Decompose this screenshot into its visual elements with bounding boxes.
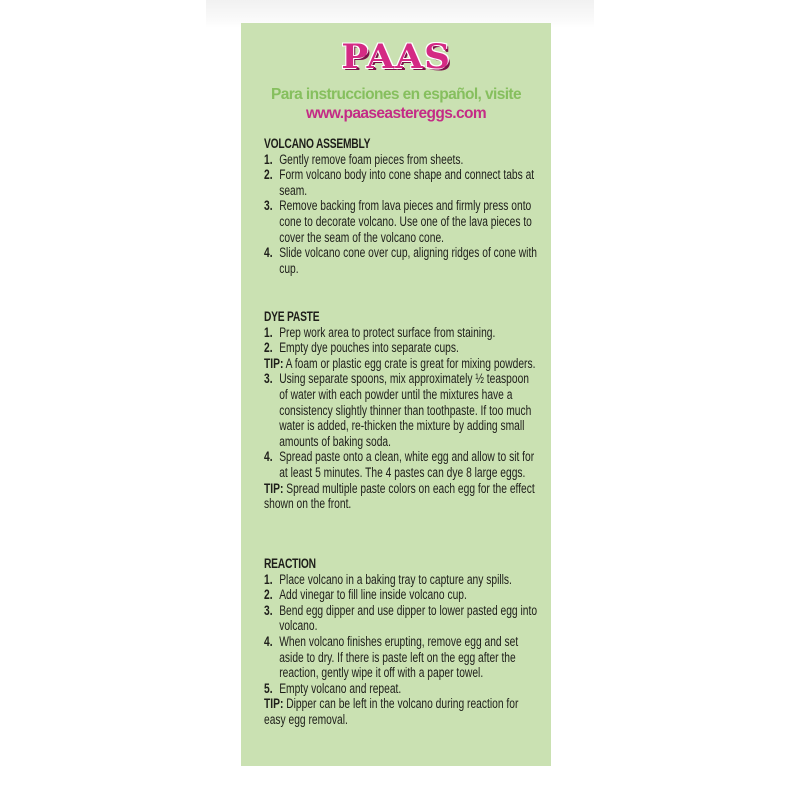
section-reaction <box>264 556 539 728</box>
instruction-step <box>264 340 539 356</box>
step-number: 4. <box>264 449 273 465</box>
step-text: Slide volcano cone over cup, aligning ridges of cone with cup. <box>279 245 538 276</box>
step-text: Spread multiple paste colors on each egg for the effect shown on the front. <box>264 480 535 512</box>
instruction-step <box>264 681 539 697</box>
instruction-step <box>264 572 539 588</box>
step-number: 2. <box>264 167 273 183</box>
step-number: 4. <box>264 633 273 649</box>
section-title: VOLCANO ASSEMBLY <box>264 136 371 151</box>
step-number: 5. <box>264 680 273 696</box>
section-dye-paste <box>264 309 539 512</box>
instruction-step <box>264 167 539 198</box>
instruction-step <box>264 634 539 681</box>
tip-label: TIP: <box>264 355 284 371</box>
section-title: REACTION <box>264 556 316 571</box>
tip <box>264 696 539 727</box>
step-number: 4. <box>264 245 273 261</box>
instruction-step <box>264 449 539 480</box>
instruction-step <box>264 371 539 449</box>
step-text: Gently remove foam pieces from sheets. <box>279 151 464 167</box>
step-text: When volcano finishes erupting, remove egg and set aside to dry. If there is paste left on the egg after the reaction, gently wipe it off with a paper towel. <box>279 633 519 681</box>
tip <box>264 481 539 512</box>
step-text: Spread paste onto a clean, white egg and allow to sit for at least 5 minutes. The 4 pastes can dye 8 large eggs. <box>279 449 535 480</box>
step-text: Using separate spoons, mix approximately ½ teaspoon of water with each powder until the mixtures have a consistency slightly thinner than toothpaste. If too much water is added, re-thicken the mixture by adding small amounts of baking soda. <box>279 371 532 449</box>
tip-label: TIP: <box>264 696 284 712</box>
step-text: Bend egg dipper and use dipper to lower pasted egg into volcano. <box>279 602 538 634</box>
instruction-step <box>264 245 539 276</box>
step-text: Place volcano in a baking tray to capture any spills. <box>279 571 512 587</box>
paas-logo: PAAS <box>341 37 451 77</box>
spanish-instructions-note: Para instrucciones en español, visite <box>270 86 522 103</box>
step-text: Add vinegar to fill line inside volcano cup. <box>279 587 467 603</box>
step-number: 3. <box>264 198 273 214</box>
step-number: 1. <box>264 324 273 340</box>
step-number: 1. <box>264 151 273 167</box>
website-link[interactable]: www.paaseastereggs.com <box>305 105 487 122</box>
step-number: 3. <box>264 371 273 387</box>
tip-label: TIP: <box>264 480 284 496</box>
step-text: A foam or plastic egg crate is great for mixing powders. <box>285 355 536 371</box>
instruction-step <box>264 325 539 341</box>
step-number: 2. <box>264 587 273 603</box>
step-number: 2. <box>264 340 273 356</box>
instruction-step <box>264 587 539 603</box>
tip <box>264 356 539 372</box>
instruction-card <box>241 23 551 766</box>
section-title: DYE PASTE <box>264 309 320 324</box>
step-text: Empty dye pouches into separate cups. <box>279 340 459 356</box>
instruction-step <box>264 198 539 245</box>
step-text: Empty volcano and repeat. <box>279 680 402 696</box>
step-text: Remove backing from lava pieces and firmly press onto cone to decorate volcano. Use one of the lava pieces to cover the seam of the volcano cone. <box>279 198 532 245</box>
step-number: 3. <box>264 602 273 618</box>
step-text: Dipper can be left in the volcano during reaction for easy egg removal. <box>264 696 519 727</box>
instruction-step <box>264 603 539 634</box>
section-volcano-assembly <box>264 136 539 276</box>
step-number: 1. <box>264 571 273 587</box>
instruction-step <box>264 152 539 168</box>
step-text: Form volcano body into cone shape and connect tabs at seam. <box>279 167 535 198</box>
step-text: Prep work area to protect surface from staining. <box>279 324 496 340</box>
